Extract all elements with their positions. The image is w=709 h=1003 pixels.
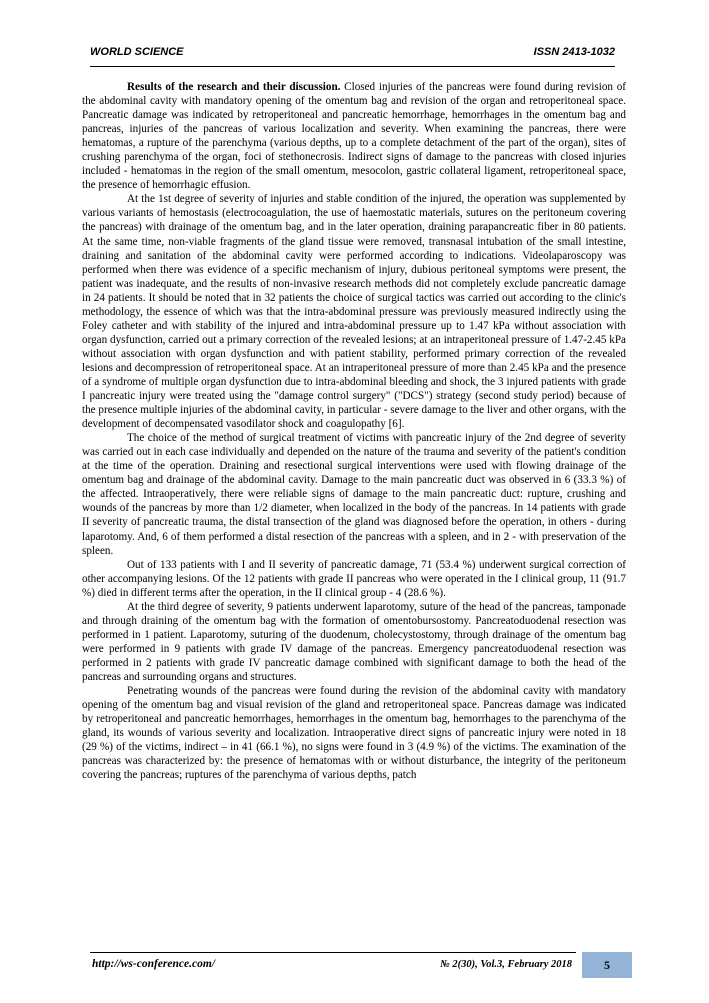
page-header bbox=[90, 40, 615, 67]
page-number: 5 bbox=[582, 952, 632, 978]
issn-label: ISSN 2413-1032 bbox=[533, 46, 615, 58]
footer-url-link[interactable]: http://ws-conference.com/ bbox=[92, 958, 215, 970]
section-heading: Results of the research and their discussion. bbox=[127, 81, 341, 93]
article-body bbox=[82, 80, 626, 782]
paragraph-results bbox=[82, 80, 626, 192]
journal-title: WORLD SCIENCE bbox=[90, 46, 184, 58]
footer-divider bbox=[90, 952, 576, 953]
paragraph-outcomes: Out of 133 patients with I and II severity of pancreatic damage, 71 (53.4 %) underwent surgical correction of other accompanying lesions. Of the 12 patients with grade II pancreas who were operated in the I clinical group, 11 (91.7 %) died in different terms after the operation, in the II clinical group - 4 (28.6 %). bbox=[82, 558, 626, 599]
paragraph-third-degree: At the third degree of severity, 9 patients underwent laparotomy, suture of the head of the pancreas, tamponade and through draining of the omentum bag with the formation of omentobursostomy. Pancreatoduodenal resection was performed in 1 patient. Laparotomy, suturing of the duodenum, cholecystostomy, through drainage of the omentum bag were performed in 9 patients with grade IV damage of the pancreas. Emergency pancreatoduodenal resection was performed in 2 patients with grade IV pancreatic damage combined with significant damage to both the head of the pancreas and surrounding organs and structures. bbox=[82, 600, 626, 683]
page-footer bbox=[82, 952, 632, 976]
paragraph-second-degree: The choice of the method of surgical treatment of victims with pancreatic injury of the 2nd degree of severity was carried out in each case individually and depended on the nature of the trauma and severity of the patient's condition at the time of the operation. Draining and resectional surgical interventions were used with flowing drainage of the omentum bag and drainage of the abdominal cavity. Damage to the main pancreatic duct was observed in 6 (33.3 %) of the affected. Intraoperatively, there were reliable signs of damage to the main pancreatic duct: rupture, crushing and wounds of the pancreas by more than 1/2 diameter, when localized in the body of the pancreas. In 14 patients with grade II severity of pancreatic trauma, the distal transection of the gland was diagnosed before the operation, in others - during laparotomy. And, 6 of them performed a distal resection of the pancreas with a spleen, and in 2 - with preservation of the spleen. bbox=[82, 432, 626, 557]
paragraph-text: Closed injuries of the pancreas were found during revision of the abdominal cavity with mandatory opening of the omentum bag and revision of the organ and retroperitoneal space. Pancreatic damage was indicated by retroperitoneal and pancreatic hemorrhage, hemorrhages in the omentum bag and pancreas, injuries of the pancreas of various localization and severity. When examining the pancreas, there were hematomas, a rupture of the parenchyma (various depths, up to a complete detachment of the part of the organ), sites of crushing parenchyma of the organ, foci of stethonecrosis. Indirect signs of damage to the pancreas with closed injuries included - hematomas in the region of the small omentum, mesocolon, gastric collateral ligament, retroperitoneal space, the presence of hemorrhagic effusion. bbox=[82, 81, 627, 192]
issue-label: № 2(30), Vol.3, February 2018 bbox=[440, 959, 572, 970]
paragraph-penetrating-wounds: Penetrating wounds of the pancreas were found during the revision of the abdominal cavity with mandatory opening of the omentum bag and visual revision of the gland and retroperitoneal space. Pancreas damage was indicated by retroperitoneal and pancreatic hemorrhages, hemorrhages in the omentum bag, hemorrhages to the parenchyma of the gland, its wounds of various severity and localization. Intraoperative direct signs of pancreatic injury were noted in 18 (29 %) of the victims, indirect – in 41 (66.1 %), no signs were found in 3 (4.9 %) of the victims. The examination of the pancreas was characterized by: the presence of hematomas with or without disturbance, the integrity of the peritoneum covering the pancreas; ruptures of the parenchyma of various depths, patch bbox=[82, 685, 626, 782]
paragraph-first-degree: At the 1st degree of severity of injuries and stable condition of the injured, the operation was supplemented by various variants of hemostasis (electrocoagulation, the use of haemostatic materials, sutures on the peritoneum covering the pancreas) with drainage of the omentum bag, and in the later operation, draining parapancreatic fiber in 80 patients. At the same time, non-viable fragments of the gland tissue were removed, transnasal intubation of the small intestine, draining and sanitation of the abdominal cavity were performed according to indications. Videolaparoscopy was performed when there was evidence of a specific mechanism of injury, dubious peritoneal symptoms were present, the patient was inadequate, and the results of non-invasive research methods did not completely exclude pancreatic damage in 24 patients. It should be noted that in 32 patients the choice of surgical tactics was carried out according to the clinic's methodology, the essence of which was that the intra-abdominal pressure was previously measured indirectly using the Foley catheter and with stability of the injured and intra-abdominal pressure up to 1.47 kPa without association with organ dysfunction, carried out a primary correction of the revealed lesions; at an intraperitoneal pressure of 1.47-2.45 kPa without association with organ dysfunction and with patient stability, performed primary correction of the revealed lesions and decompression of retroperitoneal space. At an intraperitoneal pressure of more than 2.45 kPa and the presence of a syndrome of multiple organ dysfunction due to intra-abdominal bleeding and shock, the 3 injured patients with grade I pancreatic injury were treated using the "damage control surgery" ("DCS") strategy (second study period) because of the presence multiple injuries of the abdominal cavity, in particular - severe damage to the liver and other organs, with the development of decompensated vasodilator shock and coagulopathy [6]. bbox=[82, 193, 626, 431]
